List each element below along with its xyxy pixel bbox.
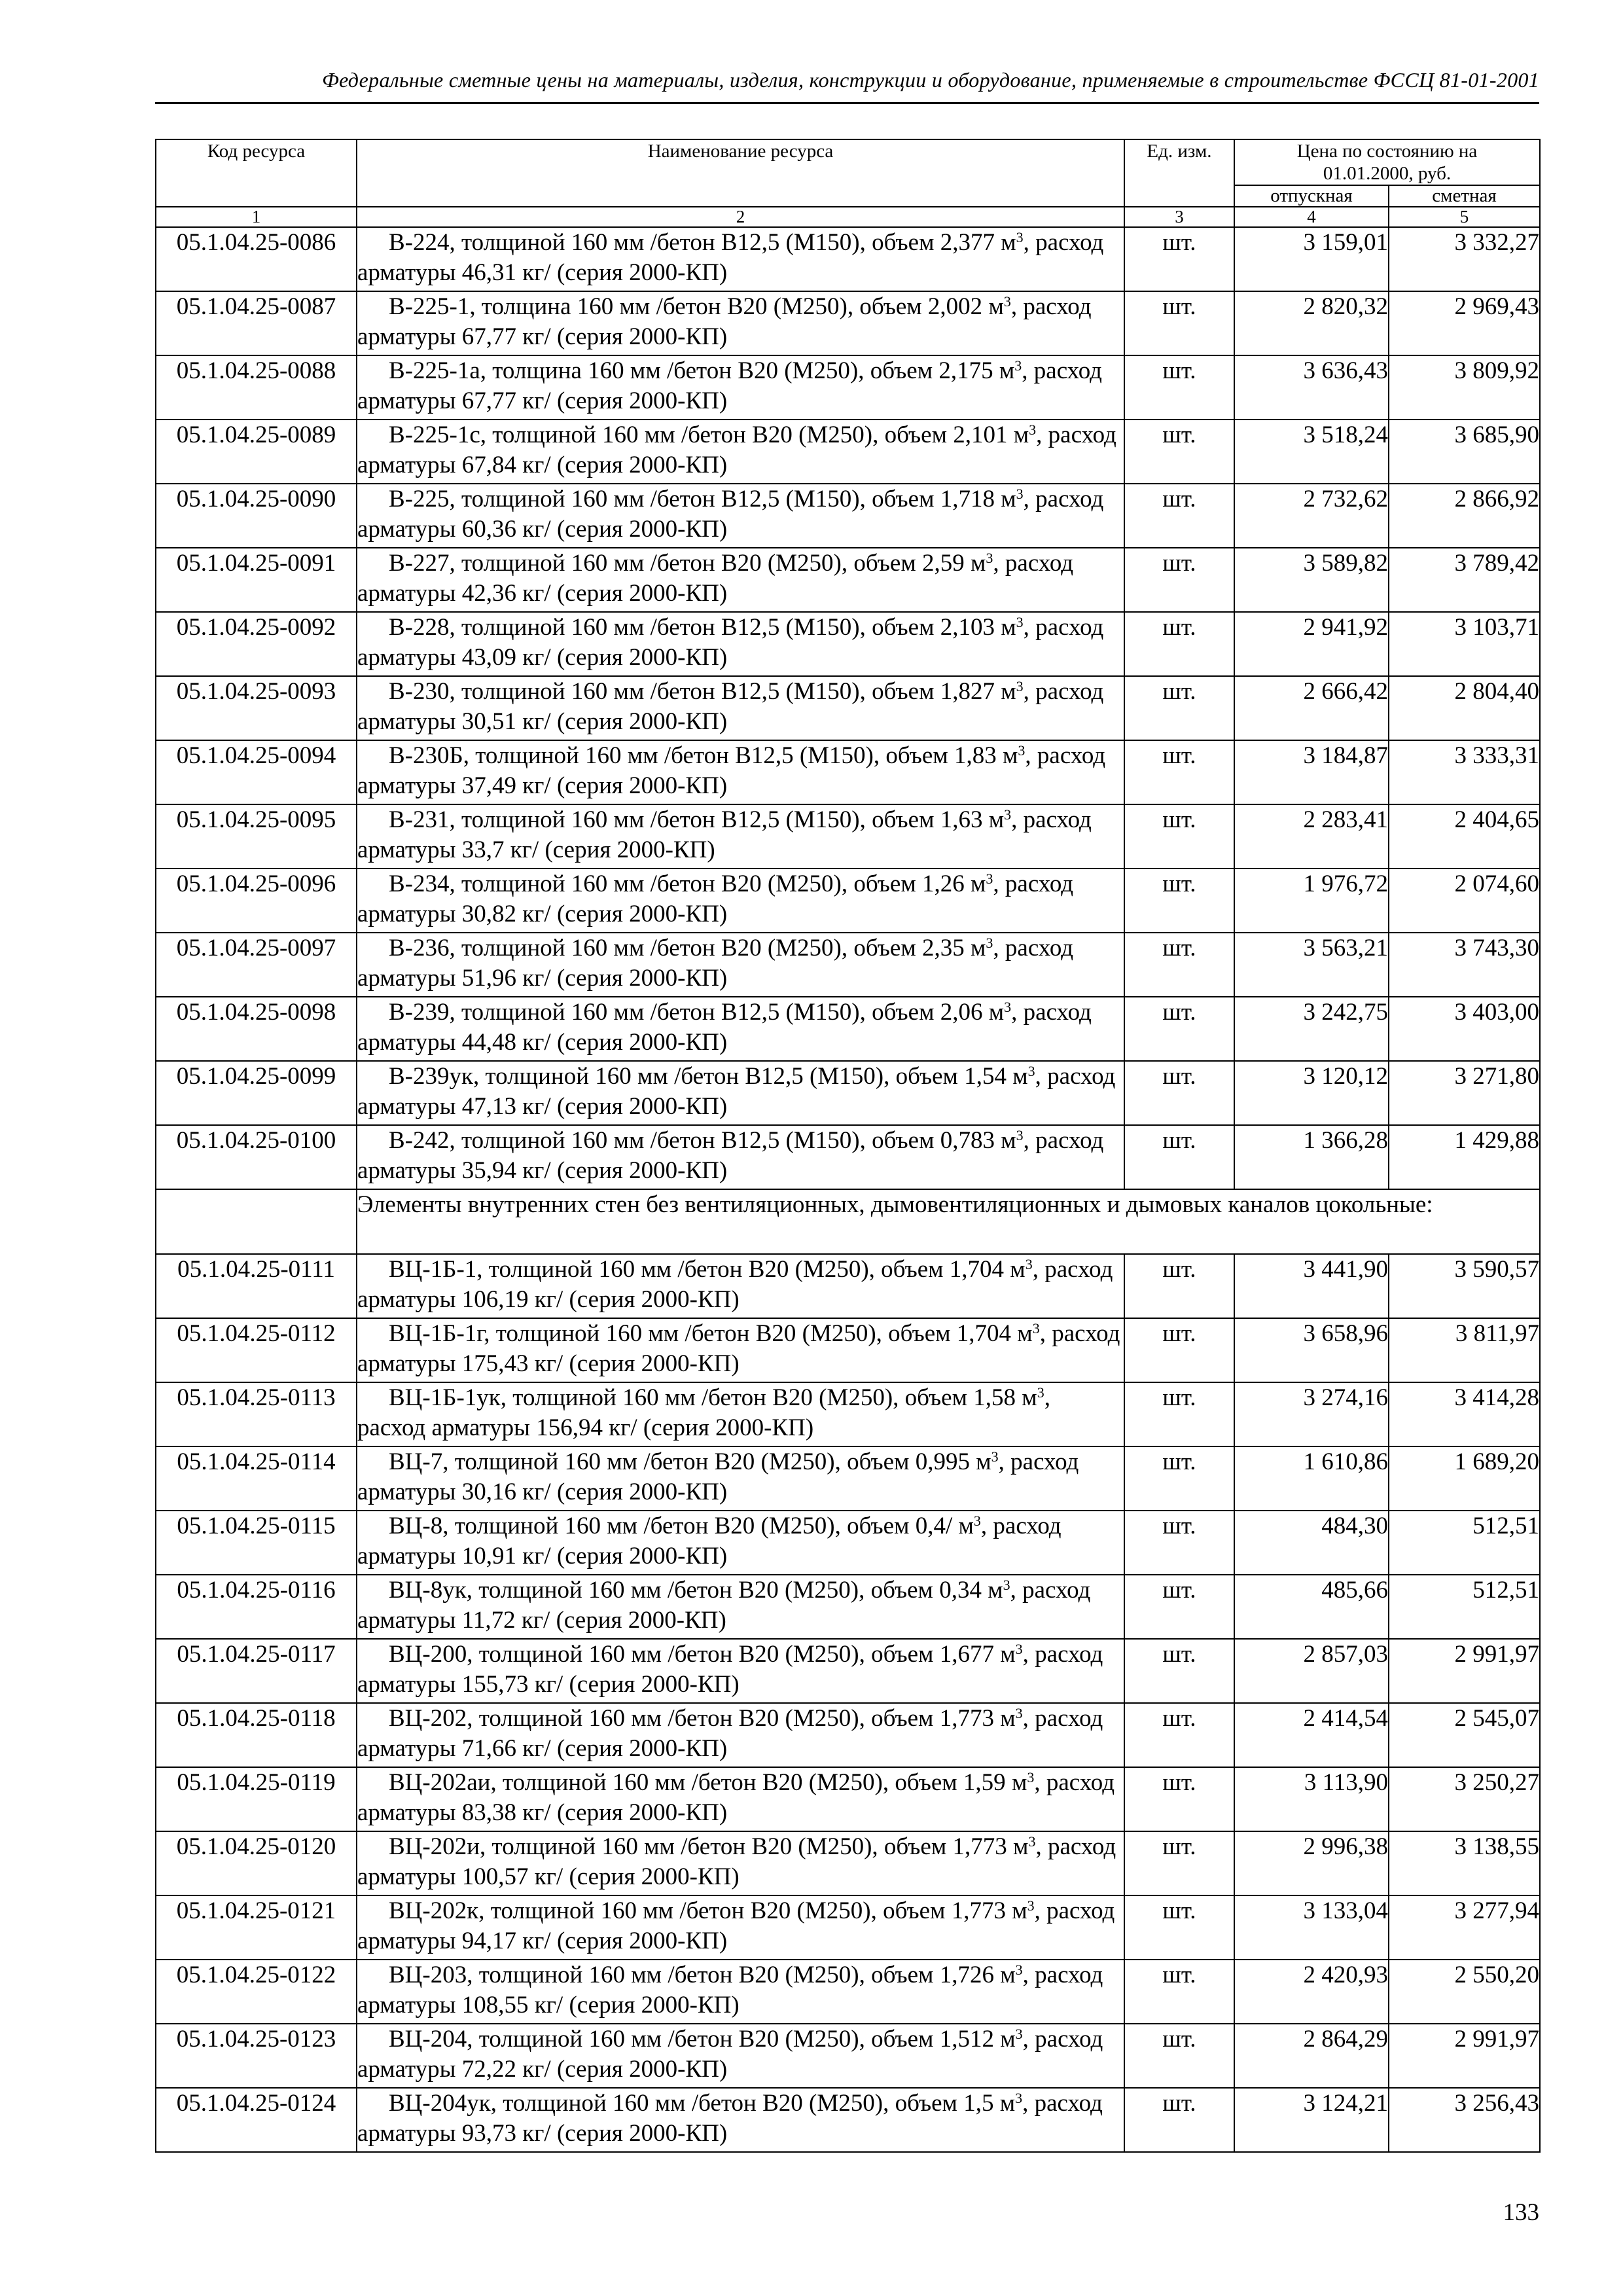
release-price: 2 941,92: [1234, 612, 1389, 676]
estimate-price: 2 866,92: [1389, 484, 1540, 548]
release-price: 2 820,32: [1234, 291, 1389, 355]
estimate-price: 3 590,57: [1389, 1254, 1540, 1318]
unit-cell: шт.: [1124, 1061, 1234, 1125]
resource-name: В-230Б, толщиной 160 мм /бетон В12,5 (М150), объем 1,83 $м^3$, расход арматуры 37,49 кг/ (серия 2000-КП): [357, 740, 1124, 804]
table-row: [156, 1831, 1540, 1895]
resource-code: 05.1.04.25-0122: [156, 1960, 357, 2024]
estimate-price: 3 332,27: [1389, 227, 1540, 291]
col-header-estimate: сметная: [1389, 185, 1540, 207]
resource-code: 05.1.04.25-0088: [156, 355, 357, 420]
table-row: [156, 484, 1540, 548]
unit-cell: шт.: [1124, 1254, 1234, 1318]
estimate-price: 3 789,42: [1389, 548, 1540, 612]
resource-name: В-230, толщиной 160 мм /бетон В12,5 (М150), объем 1,827 $м^3$, расход арматуры 30,51 кг/ (серия 2000-КП): [357, 676, 1124, 740]
estimate-price: 3 250,27: [1389, 1767, 1540, 1831]
release-price: 3 563,21: [1234, 933, 1389, 997]
release-price: 2 283,41: [1234, 804, 1389, 869]
resource-name: В-225-1а, толщина 160 мм /бетон В20 (М250), объем 2,175 $м^3$, расход арматуры 67,77 кг/ (серия 2000-КП): [357, 355, 1124, 420]
resource-code: 05.1.04.25-0114: [156, 1446, 357, 1511]
table-row: [156, 2024, 1540, 2088]
table-row: [156, 227, 1540, 291]
resource-code: 05.1.04.25-0124: [156, 2088, 357, 2152]
release-price: 2 420,93: [1234, 1960, 1389, 2024]
table-row: [156, 1254, 1540, 1318]
table-row: [156, 740, 1540, 804]
table-row: [156, 1703, 1540, 1767]
col-header-price: Цена по состоянию на 01.01.2000, руб.: [1234, 139, 1540, 185]
resource-code: 05.1.04.25-0097: [156, 933, 357, 997]
table-row: [156, 1960, 1540, 2024]
unit-cell: шт.: [1124, 1382, 1234, 1446]
resource-name: В-242, толщиной 160 мм /бетон В12,5 (М150), объем 0,783 $м^3$, расход арматуры 35,94 кг/ (серия 2000-КП): [357, 1125, 1124, 1189]
table-row: [156, 291, 1540, 355]
resource-code: 05.1.04.25-0119: [156, 1767, 357, 1831]
resource-code: 05.1.04.25-0099: [156, 1061, 357, 1125]
release-price: 3 113,90: [1234, 1767, 1389, 1831]
resource-name: ВЦ-1Б-1г, толщиной 160 мм /бетон В20 (М250), объем 1,704 $м^3$, расход арматуры 175,43 кг/ (серия 2000-КП): [357, 1318, 1124, 1382]
release-price: 2 996,38: [1234, 1831, 1389, 1895]
col-number: 4: [1234, 207, 1389, 227]
release-price: 3 518,24: [1234, 420, 1389, 484]
release-price: 3 441,90: [1234, 1254, 1389, 1318]
resource-name: В-239, толщиной 160 мм /бетон В12,5 (М150), объем 2,06 $м^3$, расход арматуры 44,48 кг/ (серия 2000-КП): [357, 997, 1124, 1061]
table-row: [156, 676, 1540, 740]
unit-cell: шт.: [1124, 1639, 1234, 1703]
table-row: [156, 1511, 1540, 1575]
resource-code: 05.1.04.25-0095: [156, 804, 357, 869]
resource-code: 05.1.04.25-0086: [156, 227, 357, 291]
resource-name: В-234, толщиной 160 мм /бетон В20 (М250), объем 1,26 $м^3$, расход арматуры 30,82 кг/ (серия 2000-КП): [357, 869, 1124, 933]
resource-code: 05.1.04.25-0089: [156, 420, 357, 484]
estimate-price: 3 271,80: [1389, 1061, 1540, 1125]
release-price: 3 120,12: [1234, 1061, 1389, 1125]
unit-cell: шт.: [1124, 1511, 1234, 1575]
unit-cell: шт.: [1124, 1318, 1234, 1382]
unit-cell: шт.: [1124, 227, 1234, 291]
table-row: [156, 1446, 1540, 1511]
resource-code: 05.1.04.25-0111: [156, 1254, 357, 1318]
release-price: 3 133,04: [1234, 1895, 1389, 1960]
resource-code: 05.1.04.25-0093: [156, 676, 357, 740]
resource-code: 05.1.04.25-0117: [156, 1639, 357, 1703]
resource-name: В-228, толщиной 160 мм /бетон В12,5 (М150), объем 2,103 $м^3$, расход арматуры 43,09 кг/ (серия 2000-КП): [357, 612, 1124, 676]
resource-name: В-225-1, толщина 160 мм /бетон В20 (М250), объем 2,002 $м^3$, расход арматуры 67,77 кг/ (серия 2000-КП): [357, 291, 1124, 355]
col-header-unit: Ед. изм.: [1124, 139, 1234, 207]
table-row: [156, 1061, 1540, 1125]
unit-cell: шт.: [1124, 804, 1234, 869]
resource-name: В-231, толщиной 160 мм /бетон В12,5 (М150), объем 1,63 $м^3$, расход арматуры 33,7 кг/ (серия 2000-КП): [357, 804, 1124, 869]
table-row: [156, 1125, 1540, 1189]
table-row: [156, 1895, 1540, 1960]
resource-name: В-227, толщиной 160 мм /бетон В20 (М250), объем 2,59 $м^3$, расход арматуры 42,36 кг/ (серия 2000-КП): [357, 548, 1124, 612]
release-price: 3 636,43: [1234, 355, 1389, 420]
estimate-price: 3 685,90: [1389, 420, 1540, 484]
release-price: 484,30: [1234, 1511, 1389, 1575]
unit-cell: шт.: [1124, 548, 1234, 612]
unit-cell: шт.: [1124, 355, 1234, 420]
unit-cell: шт.: [1124, 1703, 1234, 1767]
unit-cell: шт.: [1124, 1767, 1234, 1831]
resource-code: 05.1.04.25-0094: [156, 740, 357, 804]
resource-name: В-239ук, толщиной 160 мм /бетон В12,5 (М150), объем 1,54 $м^3$, расход арматуры 47,13 кг/ (серия 2000-КП): [357, 1061, 1124, 1125]
unit-cell: шт.: [1124, 1446, 1234, 1511]
resource-name: ВЦ-202и, толщиной 160 мм /бетон В20 (М250), объем 1,773 $м^3$, расход арматуры 100,57 кг/ (серия 2000-КП): [357, 1831, 1124, 1895]
col-header-release: отпускная: [1234, 185, 1389, 207]
release-price: 1 610,86: [1234, 1446, 1389, 1511]
resource-code: 05.1.04.25-0123: [156, 2024, 357, 2088]
table-body-basement-walls: [156, 1254, 1540, 2152]
estimate-price: 2 545,07: [1389, 1703, 1540, 1767]
table-row: [156, 612, 1540, 676]
release-price: 2 857,03: [1234, 1639, 1389, 1703]
resource-code: 05.1.04.25-0092: [156, 612, 357, 676]
unit-cell: шт.: [1124, 1831, 1234, 1895]
header-rule: [155, 102, 1539, 104]
estimate-price: 3 103,71: [1389, 612, 1540, 676]
section-row: [156, 1189, 1540, 1254]
release-price: 3 184,87: [1234, 740, 1389, 804]
resource-name: ВЦ-1Б-1, толщиной 160 мм /бетон В20 (М250), объем 1,704 $м^3$, расход арматуры 106,19 кг/ (серия 2000-КП): [357, 1254, 1124, 1318]
col-number: 5: [1389, 207, 1540, 227]
resource-name: ВЦ-202, толщиной 160 мм /бетон В20 (М250), объем 1,773 $м^3$, расход арматуры 71,66 кг/ (серия 2000-КП): [357, 1703, 1124, 1767]
unit-cell: шт.: [1124, 420, 1234, 484]
resource-code: 05.1.04.25-0120: [156, 1831, 357, 1895]
estimate-price: 3 333,31: [1389, 740, 1540, 804]
unit-cell: шт.: [1124, 484, 1234, 548]
table-row: [156, 997, 1540, 1061]
unit-cell: шт.: [1124, 2088, 1234, 2152]
col-header-code: Код ресурса: [156, 139, 357, 207]
resource-code: 05.1.04.25-0096: [156, 869, 357, 933]
resource-code: 05.1.04.25-0118: [156, 1703, 357, 1767]
resource-name: ВЦ-203, толщиной 160 мм /бетон В20 (М250), объем 1,726 $м^3$, расход арматуры 108,55 кг/ (серия 2000-КП): [357, 1960, 1124, 2024]
release-price: 3 589,82: [1234, 548, 1389, 612]
release-price: 485,66: [1234, 1575, 1389, 1639]
table-row: [156, 1318, 1540, 1382]
unit-cell: шт.: [1124, 2024, 1234, 2088]
resource-code: 05.1.04.25-0091: [156, 548, 357, 612]
release-price: 3 159,01: [1234, 227, 1389, 291]
table-row: [156, 420, 1540, 484]
resource-name: ВЦ-200, толщиной 160 мм /бетон В20 (М250), объем 1,677 $м^3$, расход арматуры 155,73 кг/ (серия 2000-КП): [357, 1639, 1124, 1703]
resource-name: ВЦ-1Б-1ук, толщиной 160 мм /бетон В20 (М250), объем 1,58 $м^3$, расход арматуры 156,94 кг/ (серия 2000-КП): [357, 1382, 1124, 1446]
resource-name: ВЦ-202к, толщиной 160 мм /бетон В20 (М250), объем 1,773 $м^3$, расход арматуры 94,17 кг/ (серия 2000-КП): [357, 1895, 1124, 1960]
table-body-walls: [156, 227, 1540, 1189]
release-price: 2 414,54: [1234, 1703, 1389, 1767]
resource-name: В-236, толщиной 160 мм /бетон В20 (М250), объем 2,35 $м^3$, расход арматуры 51,96 кг/ (серия 2000-КП): [357, 933, 1124, 997]
estimate-price: 3 138,55: [1389, 1831, 1540, 1895]
section-body: [156, 1189, 1540, 1254]
section-title: Элементы внутренних стен без вентиляционных, дымовентиляционных и дымовых каналов цокольные:: [357, 1189, 1540, 1254]
estimate-price: 2 404,65: [1389, 804, 1540, 869]
unit-cell: шт.: [1124, 933, 1234, 997]
estimate-price: 2 991,97: [1389, 1639, 1540, 1703]
resource-name: ВЦ-8ук, толщиной 160 мм /бетон В20 (М250), объем 0,34 $м^3$, расход арматуры 11,72 кг/ (серия 2000-КП): [357, 1575, 1124, 1639]
estimate-price: 3 811,97: [1389, 1318, 1540, 1382]
resource-code: 05.1.04.25-0116: [156, 1575, 357, 1639]
resource-price-table: [155, 139, 1541, 2153]
estimate-price: 2 969,43: [1389, 291, 1540, 355]
estimate-price: 1 429,88: [1389, 1125, 1540, 1189]
estimate-price: 3 743,30: [1389, 933, 1540, 997]
estimate-price: 512,51: [1389, 1511, 1540, 1575]
table-row: [156, 869, 1540, 933]
table-row: [156, 1382, 1540, 1446]
release-price: 3 274,16: [1234, 1382, 1389, 1446]
table-row: [156, 1575, 1540, 1639]
resource-name: В-225, толщиной 160 мм /бетон В12,5 (М150), объем 1,718 $м^3$, расход арматуры 60,36 кг/ (серия 2000-КП): [357, 484, 1124, 548]
estimate-price: 1 689,20: [1389, 1446, 1540, 1511]
release-price: 1 976,72: [1234, 869, 1389, 933]
estimate-price: 3 414,28: [1389, 1382, 1540, 1446]
resource-code: 05.1.04.25-0087: [156, 291, 357, 355]
unit-cell: шт.: [1124, 869, 1234, 933]
resource-name: В-224, толщиной 160 мм /бетон В12,5 (М150), объем 2,377 $м^3$, расход арматуры 46,31 кг/ (серия 2000-КП): [357, 227, 1124, 291]
unit-cell: шт.: [1124, 997, 1234, 1061]
unit-cell: шт.: [1124, 612, 1234, 676]
unit-cell: шт.: [1124, 1575, 1234, 1639]
release-price: 2 732,62: [1234, 484, 1389, 548]
estimate-price: 2 804,40: [1389, 676, 1540, 740]
col-number: 3: [1124, 207, 1234, 227]
table-row: [156, 355, 1540, 420]
unit-cell: шт.: [1124, 740, 1234, 804]
table-row: [156, 2088, 1540, 2152]
running-header: Федеральные сметные цены на материалы, изделия, конструкции и оборудование, применяемые в строительстве ФССЦ 81-01-2001: [322, 68, 1539, 92]
resource-code: 05.1.04.25-0113: [156, 1382, 357, 1446]
resource-code: 05.1.04.25-0121: [156, 1895, 357, 1960]
resource-code: 05.1.04.25-0100: [156, 1125, 357, 1189]
release-price: 3 242,75: [1234, 997, 1389, 1061]
resource-code: 05.1.04.25-0115: [156, 1511, 357, 1575]
section-empty-cell: [156, 1189, 357, 1254]
unit-cell: шт.: [1124, 1960, 1234, 2024]
release-price: 1 366,28: [1234, 1125, 1389, 1189]
table-row: [156, 933, 1540, 997]
estimate-price: 2 074,60: [1389, 869, 1540, 933]
unit-cell: шт.: [1124, 291, 1234, 355]
table-row: [156, 548, 1540, 612]
resource-name: ВЦ-202аи, толщиной 160 мм /бетон В20 (М250), объем 1,59 $м^3$, расход арматуры 83,38 кг/ (серия 2000-КП): [357, 1767, 1124, 1831]
resource-name: В-225-1с, толщиной 160 мм /бетон В20 (М250), объем 2,101 $м^3$, расход арматуры 67,84 кг/ (серия 2000-КП): [357, 420, 1124, 484]
unit-cell: шт.: [1124, 676, 1234, 740]
resource-code: 05.1.04.25-0098: [156, 997, 357, 1061]
table-row: [156, 804, 1540, 869]
release-price: 2 864,29: [1234, 2024, 1389, 2088]
col-number: 1: [156, 207, 357, 227]
resource-name: ВЦ-7, толщиной 160 мм /бетон В20 (М250), объем 0,995 $м^3$, расход арматуры 30,16 кг/ (серия 2000-КП): [357, 1446, 1124, 1511]
resource-code: 05.1.04.25-0090: [156, 484, 357, 548]
page-number: 133: [1503, 2199, 1539, 2226]
estimate-price: 512,51: [1389, 1575, 1540, 1639]
release-price: 3 658,96: [1234, 1318, 1389, 1382]
unit-cell: шт.: [1124, 1895, 1234, 1960]
resource-code: 05.1.04.25-0112: [156, 1318, 357, 1382]
resource-name: ВЦ-204ук, толщиной 160 мм /бетон В20 (М250), объем 1,5 $м^3$, расход арматуры 93,73 кг/ (серия 2000-КП): [357, 2088, 1124, 2152]
table-row: [156, 1639, 1540, 1703]
estimate-price: 3 277,94: [1389, 1895, 1540, 1960]
estimate-price: 2 991,97: [1389, 2024, 1540, 2088]
table-row: [156, 1767, 1540, 1831]
estimate-price: 2 550,20: [1389, 1960, 1540, 2024]
col-number: 2: [357, 207, 1124, 227]
estimate-price: 3 403,00: [1389, 997, 1540, 1061]
release-price: 2 666,42: [1234, 676, 1389, 740]
col-header-name: Наименование ресурса: [357, 139, 1124, 207]
resource-name: ВЦ-8, толщиной 160 мм /бетон В20 (М250), объем 0,4/ $м^3$, расход арматуры 10,91 кг/ (серия 2000-КП): [357, 1511, 1124, 1575]
estimate-price: 3 809,92: [1389, 355, 1540, 420]
estimate-price: 3 256,43: [1389, 2088, 1540, 2152]
unit-cell: шт.: [1124, 1125, 1234, 1189]
release-price: 3 124,21: [1234, 2088, 1389, 2152]
resource-name: ВЦ-204, толщиной 160 мм /бетон В20 (М250), объем 1,512 $м^3$, расход арматуры 72,22 кг/ (серия 2000-КП): [357, 2024, 1124, 2088]
